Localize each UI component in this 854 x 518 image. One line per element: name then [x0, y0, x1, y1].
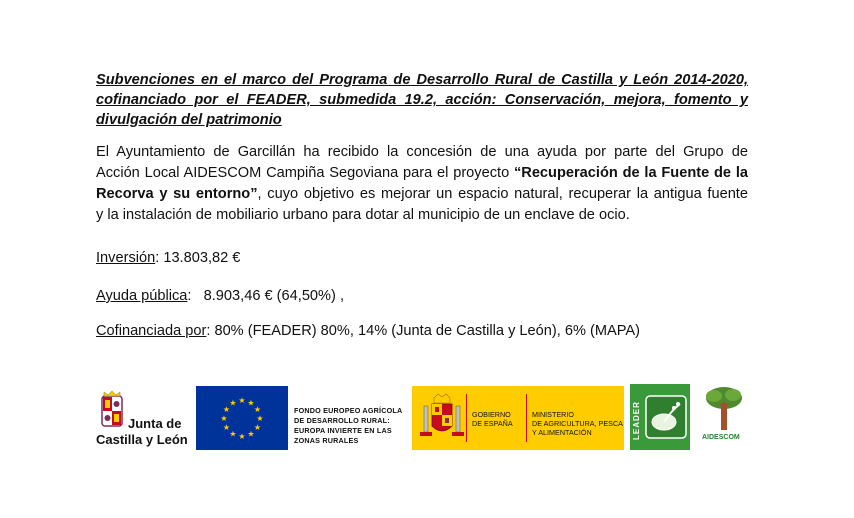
gobierno-line: GOBIERNO: [472, 410, 511, 419]
gobierno-text: [472, 410, 513, 428]
public-aid-value: : 8.903,46 € (64,50%) ,: [187, 288, 344, 304]
feader-line: FONDO EUROPEO AGRÍCOLA: [294, 406, 403, 415]
svg-text:★: ★: [253, 423, 262, 432]
paragraph-text: , cuyo objetivo es mejorar un espacio natural, recuperar la antigua fuente: [257, 186, 748, 202]
investment-line: [96, 248, 240, 268]
paragraph-line: y la instalación de mobiliario urbano para dotar al municipio de un enclave de ocio.: [96, 207, 630, 223]
svg-text:★: ★: [256, 414, 264, 423]
document-heading: [96, 70, 748, 130]
feader-line: EUROPA INVIERTE EN LAS: [294, 426, 392, 435]
paragraph-line: [96, 184, 748, 205]
junta-line1: Junta de: [128, 416, 182, 431]
eu-flag-logo: [196, 386, 288, 450]
project-name-part: “Recuperación de la Fuente de la: [513, 165, 748, 181]
cofinancing-line: [96, 321, 640, 341]
cofinancing-label: Cofinanciada por: [96, 323, 207, 339]
svg-text:★: ★: [238, 432, 246, 441]
feader-text-block: [294, 406, 404, 446]
logo-strip: [0, 380, 854, 460]
svg-text:★: ★: [222, 405, 231, 414]
svg-text:★: ★: [229, 429, 237, 439]
svg-text:★: ★: [222, 423, 231, 432]
paragraph-line: [96, 163, 748, 184]
svg-text:★: ★: [238, 396, 246, 405]
public-aid-line: [96, 286, 344, 306]
leader-emblem-icon: [644, 392, 688, 442]
heading-line: divulgación del patrimonio: [96, 112, 282, 128]
leader-logo: [630, 384, 690, 450]
investment-label: Inversión: [96, 250, 156, 266]
ministerio-line: DE AGRICULTURA, PESCA: [532, 419, 623, 428]
svg-text:★: ★: [220, 414, 228, 423]
junta-castilla-leon-logo: [96, 386, 196, 450]
heading-line: Subvenciones en el marco del Programa de Desarrollo Rural de Castilla y León 2014-2020,: [96, 72, 748, 88]
feader-line: ZONAS RURALES: [294, 436, 359, 445]
tree-icon: [700, 384, 748, 434]
ministerio-line: Y ALIMENTACIÓN: [532, 428, 592, 437]
ministerio-line: MINISTERIO: [532, 410, 574, 419]
description-paragraph: [96, 142, 748, 226]
aidescom-label: AIDESCOM: [702, 434, 740, 441]
eu-flag-icon: [196, 386, 288, 450]
logo-divider: [526, 394, 527, 442]
junta-line2: Castilla y León: [96, 432, 188, 447]
public-aid-label: Ayuda pública: [96, 288, 188, 304]
leader-label: LEADER: [632, 401, 641, 440]
aidescom-logo: [700, 384, 748, 452]
logo-divider: [466, 394, 467, 442]
heading-line: cofinanciado por el FEADER, submedida 19.2, acción: Conservación, mejora, fomento y: [96, 92, 748, 108]
cofinancing-value: : 80% (FEADER) 80%, 14% (Junta de Castilla y León), 6% (MAPA): [206, 323, 641, 339]
svg-text:★: ★: [247, 398, 255, 408]
coat-of-arms-icon: [100, 390, 124, 434]
gobierno-espana-logo: [412, 386, 624, 450]
gobierno-line: DE ESPAÑA: [472, 419, 513, 428]
paragraph-line: El Ayuntamiento de Garcillán ha recibido la concesión de una ayuda por parte del Grupo de: [96, 144, 748, 160]
svg-text:★: ★: [247, 429, 255, 439]
feader-line: DE DESARROLLO RURAL:: [294, 416, 390, 425]
investment-value: : 13.803,82 €: [155, 250, 241, 266]
spanish-coat-of-arms-icon: [420, 392, 464, 444]
svg-text:★: ★: [229, 398, 237, 408]
paragraph-text: Acción Local AIDESCOM Campiña Segoviana para el proyecto: [96, 165, 514, 181]
project-name-part: Recorva y su entorno”: [96, 186, 258, 202]
svg-text:★: ★: [253, 405, 262, 414]
document-body: [96, 70, 748, 226]
ministerio-text: [532, 410, 623, 437]
